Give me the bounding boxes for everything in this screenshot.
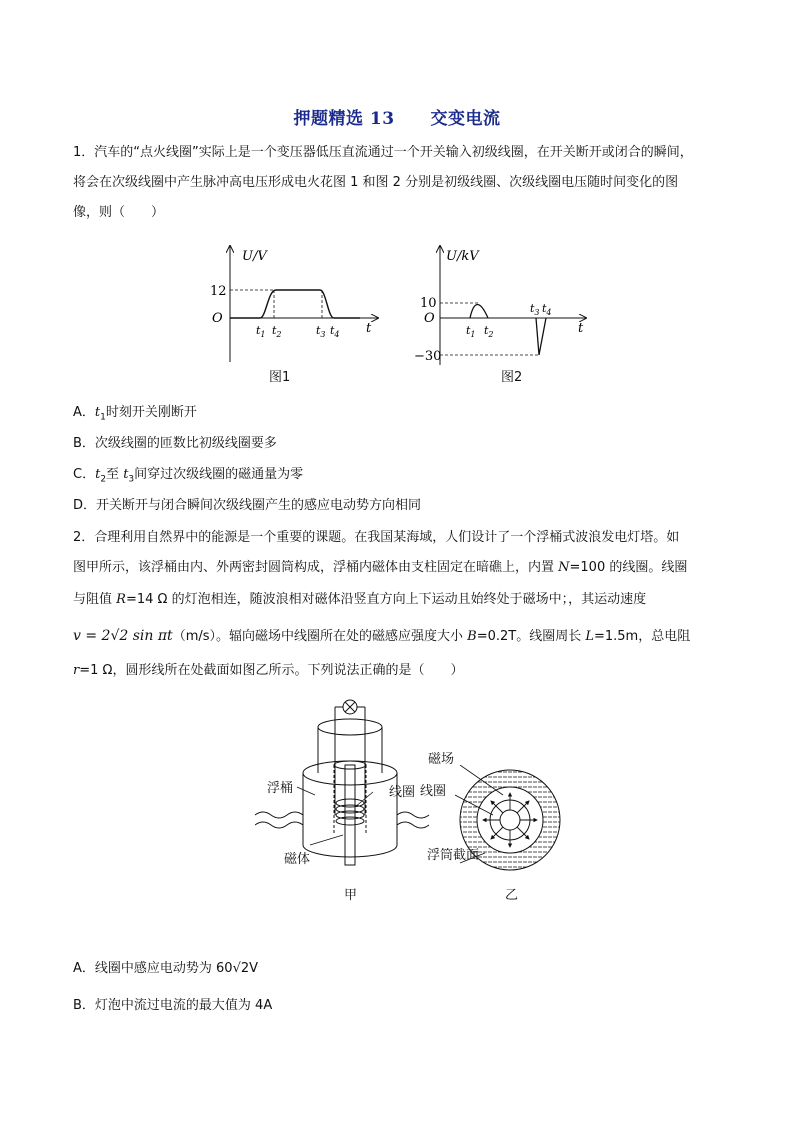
caption-yi: 乙 [505, 888, 519, 903]
fig2-pulse-negative [536, 318, 546, 355]
fig2-origin: O [424, 311, 435, 326]
figure-1-graph [200, 240, 390, 370]
fig2-xlabel: t [578, 321, 584, 336]
label-bucket: 浮桶 [267, 781, 294, 796]
q1-text-line-2: 将会在次级线圈中产生脉冲高电压形成电火花图 1 和图 2 分别是初级线圈、次级线圈电压随时间变化的图 [73, 175, 679, 190]
fig2-caption: 图2 [501, 370, 523, 385]
q1-option-c[interactable]: C．$t_2$至 $t_3$间穿过次级线圈的磁通量为零 [73, 467, 304, 485]
fig2-ytick-neg30: −30 [414, 349, 442, 364]
q1-text-line-3: 像，则（ ） [73, 205, 165, 220]
label-field: 磁场 [428, 752, 455, 767]
q2-text-line-3: 与阻值 R=14 Ω 的灯泡相连，随波浪相对磁体沿竖直方向上下运动且始终处于磁场中；，其运动速度 [73, 592, 647, 607]
fig1-tick-t2: $t_2$ [272, 324, 282, 339]
fig1-tick-t3: $t_3$ [316, 324, 326, 339]
q2-option-a[interactable]: A．线圈中感应电动势为 60√2V [73, 961, 259, 976]
title-part-2: 交变电流 [430, 109, 501, 129]
fig1-ylabel: U/V [242, 249, 267, 264]
label-coil-2: 线圈 [420, 784, 447, 799]
fig1-caption: 图1 [269, 370, 291, 385]
wave-lines [255, 812, 429, 828]
fig1-tick-t4: $t_4$ [330, 324, 340, 339]
q1-text-line-1: 1．汽车的“点火线圈”实际上是一个变压器低压直流通过一个开关输入初级线圈，在开关断开或闭合的瞬间， [73, 145, 693, 160]
fig2-tick-t3: $t_3$ [530, 302, 540, 317]
page-title [0, 104, 794, 129]
q1-option-d[interactable]: D．开关断开与闭合瞬间次级线圈产生的感应电动势方向相同 [73, 498, 422, 513]
fig2-ytick-10: 10 [420, 296, 437, 311]
q2-option-b[interactable]: B．灯泡中流过电流的最大值为 4A [73, 998, 273, 1013]
velocity-formula: v = 2√2 sin πt [73, 628, 173, 644]
fig1-origin: O [212, 311, 223, 326]
q1-option-a[interactable]: A．$t_1$时刻开关刚断开 [73, 405, 197, 423]
fig2-ylabel: U/kV [446, 249, 479, 264]
q2-text-line-5: r=1 Ω，圆形线所在处截面如图乙所示。下列说法正确的是（ ） [73, 663, 464, 678]
label-magnet: 磁体 [284, 852, 311, 867]
q1-option-b[interactable]: B．次级线圈的匝数比初级线圈要多 [73, 436, 277, 451]
label-section: 浮筒截面 [427, 848, 480, 863]
fig1-tick-t1: $t_1$ [256, 324, 266, 339]
fig1-xlabel: t [366, 321, 372, 336]
figure-2-graph [408, 240, 598, 370]
fig2-tick-t1: $t_1$ [466, 324, 476, 339]
q2-text-line-1: 2．合理利用自然界中的能源是一个重要的课题。在我国某海域，人们设计了一个浮桶式波浪发电灯塔。如 [73, 530, 680, 545]
q2-text-line-4: v = 2√2 sin πt（m/s）。辐向磁场中线圈所在处的磁感应强度大小 B=0.2T。线圈周长 L=1.5m，总电阻 [73, 628, 691, 644]
fig2-tick-t4: $t_4$ [542, 302, 552, 317]
caption-jia: 甲 [344, 888, 358, 903]
fig2-pulse-positive [470, 305, 488, 319]
q2-text-line-2: 图甲所示，该浮桶由内、外两密封圆筒构成，浮桶内磁体由支柱固定在暗礁上，内置 N=100 的线圈。线圈 [73, 560, 688, 575]
fig2-tick-t2: $t_2$ [484, 324, 494, 339]
fig1-voltage-curve [230, 290, 360, 318]
fig1-ytick-12: 12 [210, 284, 227, 299]
title-part-1: 押题精选 13 [293, 109, 395, 129]
label-coil: 线圈 [389, 785, 416, 800]
